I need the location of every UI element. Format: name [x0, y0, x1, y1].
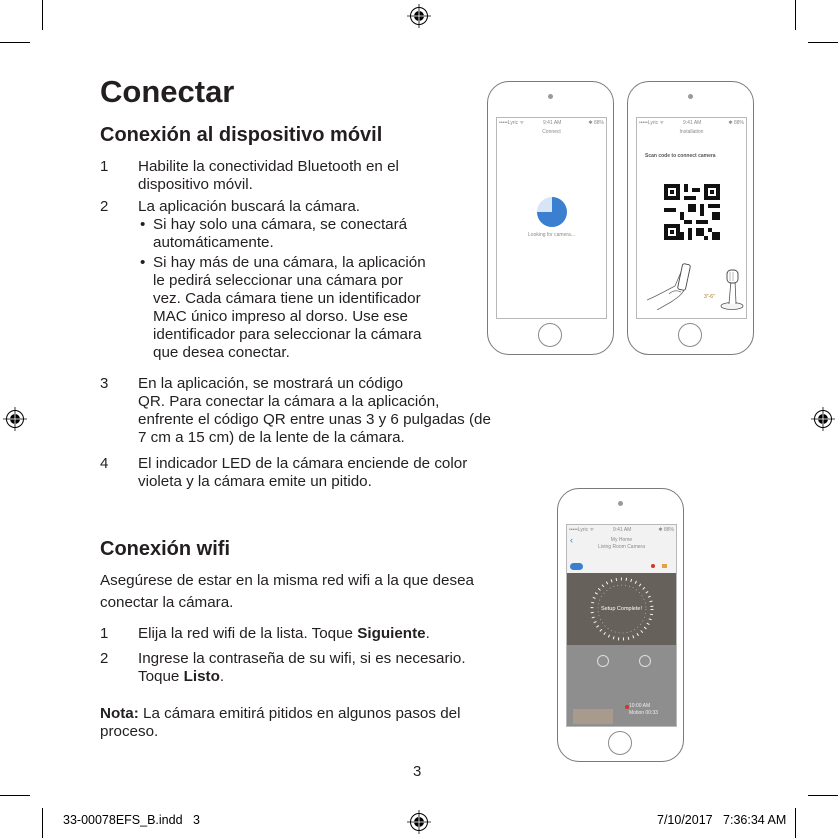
step-text: La aplicación buscará la cámara.: [138, 198, 361, 215]
carrier: •••••Lyric ᯤ: [499, 120, 525, 126]
registration-mark-left: [3, 407, 27, 431]
qr-code-icon: [664, 184, 720, 240]
carrier: •••••Lyric ᯤ: [639, 120, 665, 126]
snapshot-camera-icon: [639, 655, 651, 667]
home-button: [608, 731, 632, 755]
event-thumbnail: [573, 709, 613, 724]
wifi-section-heading: Conexión wifi: [100, 538, 230, 560]
setup-status: Setup Complete!: [601, 606, 642, 612]
registration-mark-bottom: [407, 810, 431, 834]
earpiece-dot: [618, 501, 623, 506]
note: Nota: La cámara emitirá pitidos en algunos pasos del proceso.: [100, 705, 461, 740]
step-text: En la aplicación, se mostrará un código QR. Para conectar la cámara a la aplicación, enfrente el código QR entre unas 3 y 6 pulgadas (de 7 cm a 15 cm) de la lente de la cámara.: [138, 375, 491, 446]
clock: 9:41 AM: [613, 527, 632, 533]
step-number: 1: [100, 158, 109, 175]
progress-spinner-icon: [536, 196, 568, 228]
camera-icon: [719, 266, 745, 310]
step-number: 1: [100, 625, 109, 642]
phone-screen: [496, 117, 607, 319]
alert-indicator: [651, 564, 655, 568]
step-text: Habilite la conectividad Bluetooth en el dispositivo móvil.: [138, 158, 399, 193]
carrier: •••••Lyric ᯤ: [569, 527, 595, 533]
registration-mark-right: [811, 407, 835, 431]
clock: 9:41 AM: [683, 120, 702, 126]
footer-file-name: 33-00078EFS_B.indd 3: [63, 813, 200, 827]
phone-screen: [566, 524, 677, 727]
phone-installation: [627, 81, 754, 355]
step-number: 4: [100, 455, 109, 472]
clock: 9:41 AM: [543, 120, 562, 126]
phone-setup-complete: [557, 488, 684, 762]
status-text: Looking for camera...: [528, 232, 575, 238]
earpiece-dot: [688, 94, 693, 99]
step-number: 3: [100, 375, 109, 392]
battery: ✱ 88%: [728, 120, 744, 126]
page-title: Conectar: [100, 74, 235, 109]
step-text: El indicador LED de la cámara enciende de color violeta y la cámara emite un pitido.: [138, 455, 468, 490]
microphone-icon: [597, 655, 609, 667]
screen-title: My Home: [610, 537, 633, 543]
back-chevron-icon: ‹: [570, 535, 573, 545]
toggle-switch: [570, 563, 583, 570]
event-time: 10:00 AM: [629, 703, 651, 709]
page-number: 3: [413, 763, 422, 780]
home-button: [678, 323, 702, 347]
step-text: Ingrese la contraseña de su wifi, si es necesario. Toque Listo.: [138, 650, 466, 685]
bullet-dot: •: [140, 216, 146, 233]
wifi-intro: Asegúrese de estar en la misma red wifi a la que desea conectar la cámara.: [100, 572, 474, 611]
step-number: 2: [100, 650, 109, 667]
phone-screen: [636, 117, 747, 319]
registration-mark-top: [407, 4, 431, 28]
screen-title: Connect: [542, 129, 561, 135]
bullet-text: Si hay solo una cámara, se conectará automáticamente.: [153, 216, 408, 251]
screen-subtitle: Living Room Camera: [598, 544, 645, 550]
battery: ✱ 88%: [658, 527, 674, 533]
warning-indicator: [662, 564, 667, 568]
step-text: Elija la red wifi de la lista. Toque Siguiente.: [138, 625, 430, 642]
bullet-dot: •: [140, 254, 146, 271]
scan-instruction: Scan code to connect camera: [645, 153, 716, 159]
home-button: [538, 323, 562, 347]
distance-label: 3"-6": [704, 294, 715, 300]
screen-title: Installation: [679, 129, 704, 135]
step-number: 2: [100, 198, 109, 215]
earpiece-dot: [548, 94, 553, 99]
mobile-section-heading: Conexión al dispositivo móvil: [100, 124, 383, 146]
bullet-text: Si hay más de una cámara, la aplicación le pedirá seleccionar una cámara por vez. Cada cámara tiene un identificador MAC único impreso al dorso. Use ese identificador para seleccionar la cámara que desea conectar.: [153, 254, 426, 361]
phone-connect: [487, 81, 614, 355]
footer-timestamp: 7/10/2017 7:36:34 AM: [657, 813, 787, 827]
battery: ✱ 88%: [588, 120, 604, 126]
event-label: Motion 00:33: [629, 710, 658, 716]
hand-holding-phone-icon: [647, 260, 707, 310]
